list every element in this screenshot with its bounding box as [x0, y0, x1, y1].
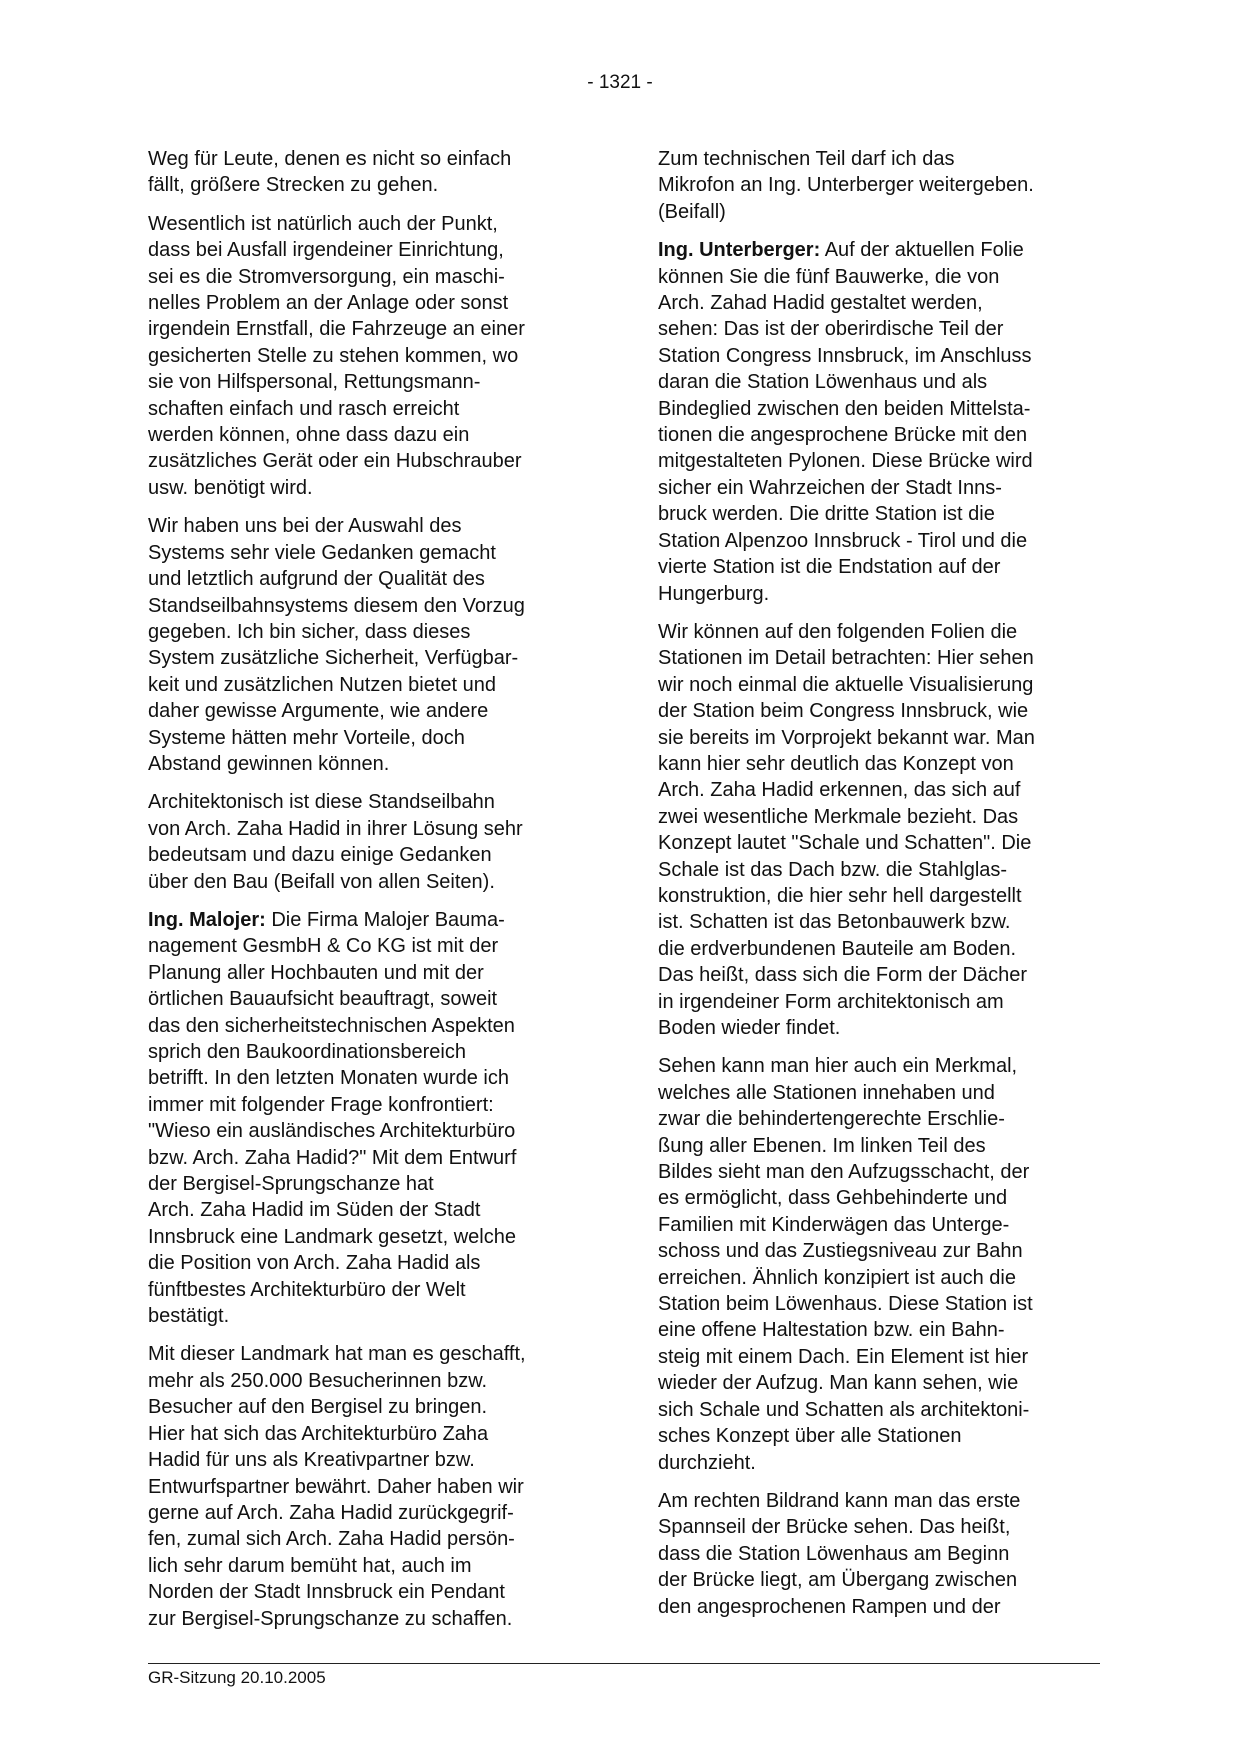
paragraph — [148, 211, 598, 501]
paragraph-text: Am rechten Bildrand kann man das erste Spannseil der Brücke sehen. Das heißt, dass die Station Löwenhaus am Beginn der Brücke liegt, am Übergang zwischen den angesprochenen Rampen und der — [658, 1489, 1021, 1618]
speaker-name: Ing. Unterberger: — [658, 239, 821, 262]
paragraph — [658, 146, 1108, 225]
paragraph-text: Sehen kann man hier auch ein Merkmal, welches alle Stationen innehaben und zwar die behindertengerechte Erschlie- ßung aller Ebenen. Im linken Teil des Bildes sieht man den Aufzugsschacht, der es ermöglicht, dass Gehbehinderte und Familien mit Kinderwägen das Unterge- schoss und das Zustiegsniveau zur Bahn erreichen. Ähnlich konzipiert ist auch die Station beim Löwenhaus. Diese Station ist eine offene Haltestation bzw. ein Bahn- steig mit einem Dach. Ein Element ist hier wieder der Aufzug. Man kann sehen, wie sich Schale und Schatten als architektoni- sches Konzept über alle Stationen durchzieht. — [658, 1055, 1033, 1474]
paragraph-text: Wesentlich ist natürlich auch der Punkt, dass bei Ausfall irgendeiner Einrichtung, sei es die Stromversorgung, ein maschi- nelles Problem an der Anlage oder sonst irgendein Ernstfall, die Fahrzeuge an einer gesicherten Stelle zu stehen kommen, wo sie von Hilfspersonal, Rettungsmann- schaften einfach und rasch erreicht werden können, ohne dass dazu ein zusätzliches Gerät oder ein Hubschrauber usw. benötigt wird. — [148, 212, 525, 499]
paragraph-text: Zum technischen Teil darf ich das Mikrofon an Ing. Unterberger weitergeben. (Beifall) — [658, 148, 1034, 223]
left-column — [148, 146, 598, 1644]
paragraph — [658, 237, 1108, 607]
paragraph — [658, 619, 1108, 1042]
paragraph-text: Weg für Leute, denen es nicht so einfach fällt, größere Strecken zu gehen. — [148, 148, 512, 197]
footer-divider — [148, 1663, 1100, 1664]
paragraph — [148, 789, 598, 895]
paragraph-text: Wir haben uns bei der Auswahl des Systems sehr viele Gedanken gemacht und letztlich aufgrund der Qualität des Standseilbahnsystems diesem den Vorzug gegeben. Ich bin sicher, dass dieses System zusätzliche Sicherheit, Verfügbar- keit und zusätzlichen Nutzen bietet und daher gewisse Argumente, wie andere Systeme hätten mehr Vorteile, doch Abstand gewinnen können. — [148, 515, 525, 775]
paragraph-text: Wir können auf den folgenden Folien die Stationen im Detail betrachten: Hier sehen wir noch einmal die aktuelle Visualisierung der Station beim Congress Innsbruck, wie sie bereits im Vorprojekt bekannt war. Man kann hier sehr deutlich das Konzept von Arch. Zaha Hadid erkennen, das sich auf zwei wesentliche Merkmale bezieht. Das Konzept lautet "Schale und Schatten". Die Schale ist das Dach bzw. die Stahlglas- konstruktion, die hier sehr hell dargestellt ist. Schatten ist das Betonbauwerk bzw. die erdverbundenen Bauteile am Boden. Das heißt, dass sich die Form der Dächer in irgendeiner Form architektonisch am Boden wieder findet. — [658, 620, 1035, 1039]
paragraph-text: Die Firma Malojer Bauma- nagement GesmbH & Co KG ist mit der Planung aller Hochbauten und mit der örtlichen Bauaufsicht beauftragt, soweit das den sicherheitstechnischen Aspekten sprich den Baukoordinationsbereich betrifft. In den letzten Monaten wurde ich immer mit folgender Frage konfrontiert: "Wieso ein ausländisches Architekturbüro bzw. Arch. Zaha Hadid?" Mit dem Entwurf der Bergisel-Sprungschanze hat Arch. Zaha Hadid im Süden der Stadt Innsbruck eine Landmark gesetzt, welche die Position von Arch. Zaha Hadid als fünftbestes Architekturbüro der Welt bestätigt. — [148, 908, 517, 1328]
paragraph-text: Mit dieser Landmark hat man es geschafft, mehr als 250.000 Besucherinnen bzw. Besucher auf den Bergisel zu bringen. Hier hat sich das Architekturbüro Zaha Hadid für uns als Kreativpartner bzw. Entwurfspartner bewährt. Daher haben wir gerne auf Arch. Zaha Hadid zurückgegrif- fen, zumal sich Arch. Zaha Hadid persön- lich sehr darum bemüht hat, auch im Norden der Stadt Innsbruck ein Pendant zur Bergisel-Sprungschanze zu schaffen. — [148, 1343, 526, 1630]
paragraph — [148, 907, 598, 1330]
footer-session-date: GR-Sitzung 20.10.2005 — [148, 1668, 326, 1687]
paragraph — [148, 146, 598, 199]
paragraph-text: Architektonisch ist diese Standseilbahn von Arch. Zaha Hadid in ihrer Lösung sehr bedeutsam und dazu einige Gedanken über den Bau (Beifall von allen Seiten). — [148, 791, 523, 893]
page-number: - 1321 - — [587, 72, 653, 93]
paragraph — [148, 1341, 598, 1631]
paragraph-text: Auf der aktuellen Folie können Sie die fünf Bauwerke, die von Arch. Zahad Hadid gestaltet werden, sehen: Das ist der oberirdische Teil der Station Congress Innsbruck, im Anschluss daran die Station Löwenhaus und als Bindeglied zwischen den beiden Mittelsta- tionen die angesprochene Brücke mit den mitgestalteten Pylonen. Diese Brücke wird sicher ein Wahrzeichen der Stadt Inns- bruck werden. Die dritte Station ist die Station Alpenzoo Innsbruck - Tirol und die vierte Station ist die Endstation auf der Hungerburg. — [658, 239, 1033, 605]
paragraph — [148, 513, 598, 777]
right-column — [658, 146, 1108, 1632]
paragraph — [658, 1053, 1108, 1476]
speaker-name: Ing. Malojer: — [148, 908, 266, 931]
paragraph — [658, 1488, 1108, 1620]
